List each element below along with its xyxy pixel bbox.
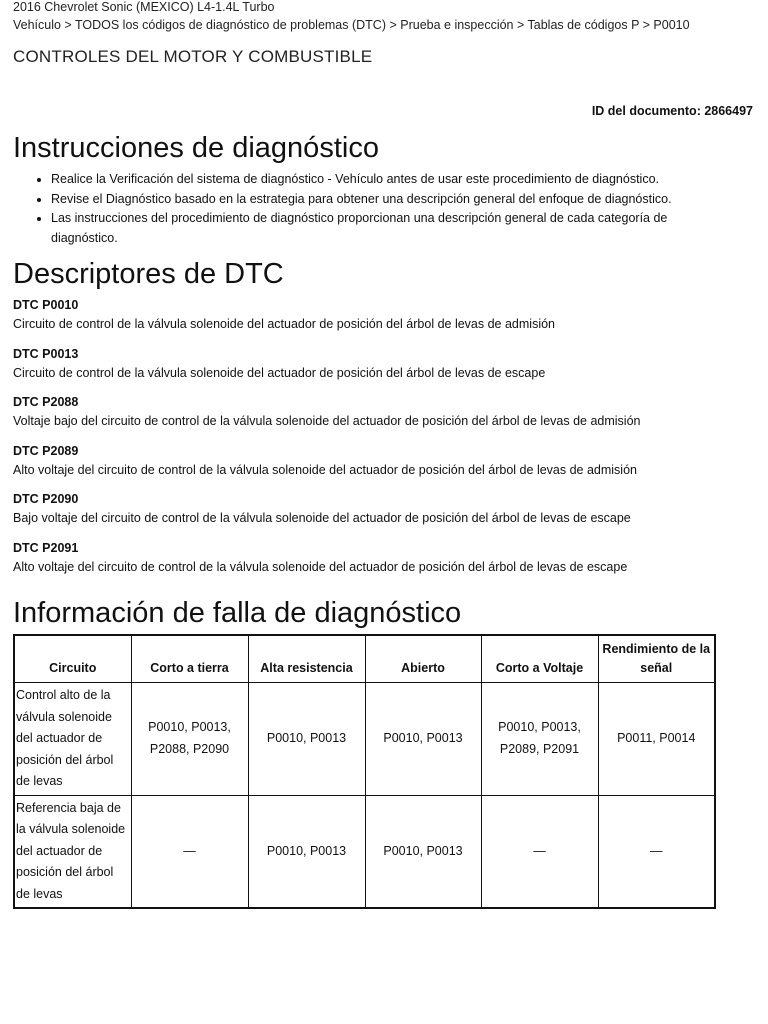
table-cell: Referencia baja de la válvula solenoide del actuador de posición del árbol de levas — [14, 795, 131, 908]
table-cell: P0010, P0013 — [248, 683, 365, 796]
breadcrumb: Vehículo > TODOS los códigos de diagnóstico de problemas (DTC) > Prueba e inspección > Tablas de códigos P > P0010 — [13, 18, 690, 32]
list-item: • Revise el Diagnóstico basado en la estrategia para obtener una descripción general del enfoque de diagnóstico. — [51, 190, 723, 210]
dtc-description: Circuito de control de la válvula solenoide del actuador de posición del árbol de levas de escape — [13, 366, 546, 380]
table-cell: P0010, P0013, P2088, P2090 — [131, 683, 248, 796]
table-cell: P0010, P0013 — [248, 795, 365, 908]
table-cell: P0010, P0013 — [365, 795, 481, 908]
dtc-code: DTC P2088 — [13, 395, 79, 409]
dtc-descriptor — [13, 442, 758, 480]
table-cell: P0010, P0013, P2089, P2091 — [481, 683, 598, 796]
dtc-description: Voltaje bajo del circuito de control de la válvula solenoide del actuador de posición del árbol de levas de admisión — [13, 414, 641, 428]
dtc-descriptor — [13, 296, 758, 334]
descriptors-heading: Descriptores de DTC — [13, 258, 284, 290]
dtc-description: Alto voltaje del circuito de control de la válvula solenoide del actuador de posición del árbol de levas de admisión — [13, 463, 637, 477]
list-item: • Realice la Verificación del sistema de diagnóstico - Vehículo antes de usar este procedimiento de diagnóstico. — [51, 170, 723, 190]
column-header-signal-performance: Rendimiento de la señal — [598, 635, 715, 683]
list-item: • Las instrucciones del procedimiento de diagnóstico proporcionan una descripción general de cada categoría de diagnóstico. — [51, 209, 723, 248]
table-header-row — [14, 635, 715, 683]
dtc-code: DTC P2091 — [13, 541, 79, 555]
dtc-code: DTC P0010 — [13, 298, 79, 312]
page-header — [13, 0, 758, 34]
failure-info-table — [13, 634, 716, 909]
table-row — [14, 795, 715, 908]
document-id: ID del documento: 2866497 — [591, 104, 753, 118]
table-cell: — — [131, 795, 248, 908]
column-header-short-to-voltage: Corto a Voltaje — [481, 635, 598, 683]
dtc-code: DTC P2089 — [13, 444, 79, 458]
dtc-description: Circuito de control de la válvula solenoide del actuador de posición del árbol de levas de admisión — [13, 317, 555, 331]
table-cell: — — [598, 795, 715, 908]
dtc-descriptor — [13, 393, 758, 431]
dtc-description: Bajo voltaje del circuito de control de la válvula solenoide del actuador de posición del árbol de levas de escape — [13, 511, 631, 525]
table-cell: P0011, P0014 — [598, 683, 715, 796]
dtc-descriptor — [13, 345, 758, 383]
instructions-heading: Instrucciones de diagnóstico — [13, 132, 379, 164]
dtc-code: DTC P0013 — [13, 347, 79, 361]
table-row — [14, 683, 715, 796]
dtc-code: DTC P2090 — [13, 492, 79, 506]
dtc-descriptor — [13, 539, 758, 577]
vehicle-title: 2016 Chevrolet Sonic (MEXICO) L4-1.4L Turbo — [13, 0, 275, 14]
dtc-description: Alto voltaje del circuito de control de la válvula solenoide del actuador de posición del árbol de levas de escape — [13, 560, 628, 574]
column-header-circuit: Circuito — [14, 635, 131, 683]
column-header-high-resistance: Alta resistencia — [248, 635, 365, 683]
failure-info-heading: Información de falla de diagnóstico — [13, 597, 462, 629]
column-header-open: Abierto — [365, 635, 481, 683]
table-cell: P0010, P0013 — [365, 683, 481, 796]
dtc-descriptor — [13, 490, 758, 528]
column-header-short-to-ground: Corto a tierra — [131, 635, 248, 683]
table-cell: Control alto de la válvula solenoide del actuador de posición del árbol de levas — [14, 683, 131, 796]
category-title: CONTROLES DEL MOTOR Y COMBUSTIBLE — [13, 47, 373, 66]
instructions-list — [13, 170, 723, 248]
table-cell: — — [481, 795, 598, 908]
